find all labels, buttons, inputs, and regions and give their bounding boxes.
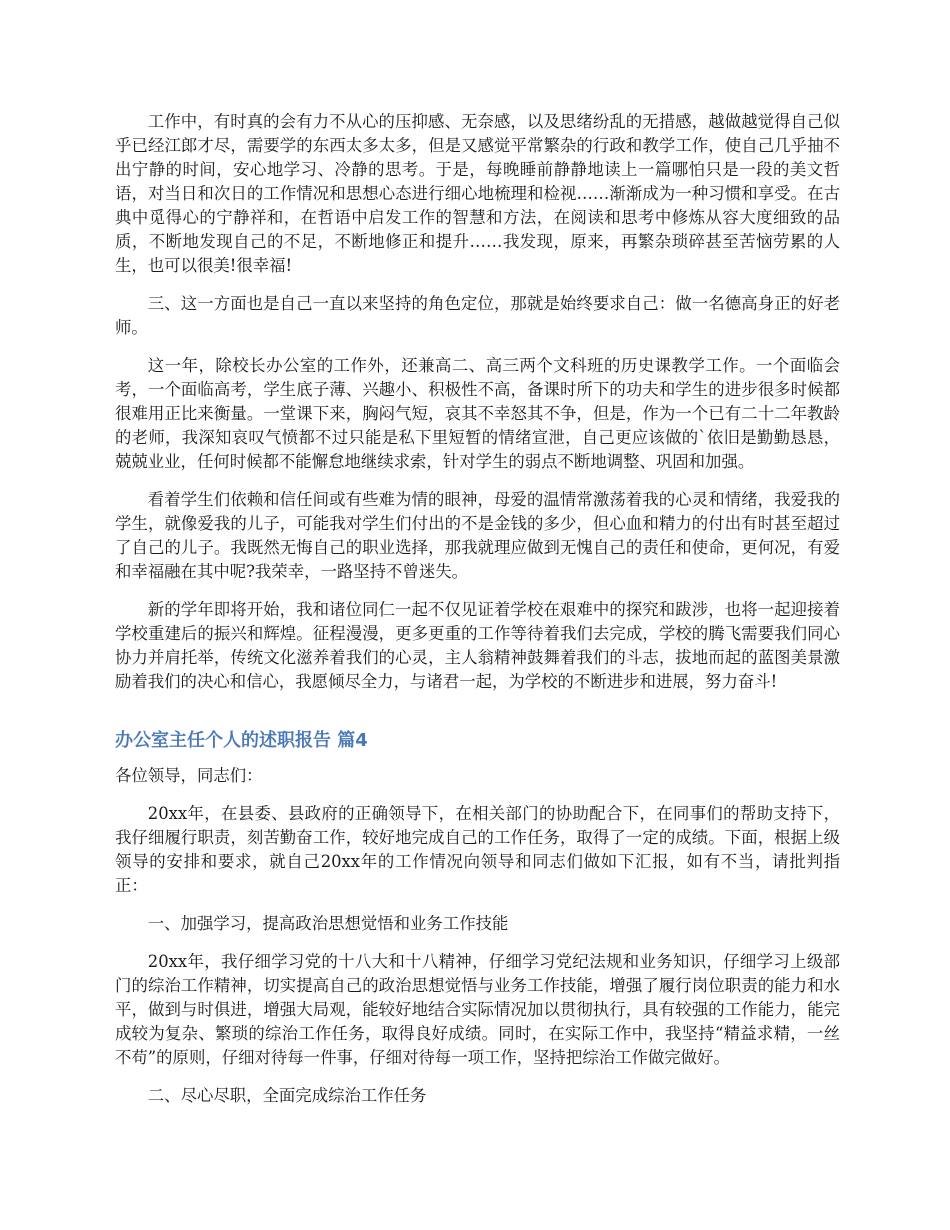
subheading-study: 一、加强学习，提高政治思想觉悟和业务工作技能 xyxy=(147,914,509,933)
paragraph-intro: 20xx年，在县委、县政府的正确领导下，在相关部门的协助配合下，在同事们的帮助支持下，我仔细履行职责，刻苦勤奋工作，较好地完成自己的工作任务，取得了一定的成绩。下面，根据上级领导的安排和要求，就自己20xx年的工作情况向领导和同志们做如下汇报，如有不当，请批判指正： xyxy=(115,804,840,895)
paragraph-new-school-year: 新的学年即将开始，我和诸位同仁一起不仅见证着学校在艰难中的探究和跋涉，也将一起迎接着学校重建后的振兴和辉煌。征程漫漫，更多更重的工作等待着我们去完成，学校的腾飞需要我们同心协力并肩托举，传统文化滋养着我们的心灵，主人翁精神鼓舞着我们的斗志，拔地而起的蓝图美景激励着我们的决心和信心，我愿倾尽全力，与诸君一起，为学校的不断进步和进展，努力奋斗! xyxy=(115,600,840,691)
paragraph-role-positioning: 三、这一方面也是自己一直以来坚持的角色定位，那就是始终要求自己：做一名德高身正的好老师。 xyxy=(115,294,840,337)
paragraph-study: 20xx年，我仔细学习党的十八大和十八精神，仔细学习党纪法规和业务知识，仔细学习上级部门的综治工作精神，切实提高自己的政治思想觉悟与业务工作技能，增强了履行岗位职责的能力和水平，做到与时俱进，增强大局观，能较好地结合实际情况加以贯彻执行，具有较强的工作能力，能完成较为复杂、繁琐的综治工作任务，取得良好成绩。同时，在实际工作中，我坚持“精益求精，一丝不苟”的原则，仔细对待每一件事，仔细对待每一项工作，坚持把综治工作做完做好。 xyxy=(115,952,840,1067)
salutation: 各位领导，同志们： xyxy=(115,766,263,785)
paragraph-teaching-work: 这一年，除校长办公室的工作外，还兼高二、高三两个文科班的历史课教学工作。一个面临会考，一个面临高考，学生底子薄、兴趣小、积极性不高，备课时所下的功夫和学生的进步很多时候都很难用正比来衡量。一堂课下来，胸闷气短，哀其不幸怒其不争，但是，作为一个已有二十二年教龄的老师，我深知哀叹气愤都不过只能是私下里短暂的情绪宣泄，自己更应该做的`依旧是勤勤恳恳，兢兢业业，任何时候都不能懈怠地继续求索，针对学生的弱点不断地调整、巩固和加强。 xyxy=(115,356,840,471)
paragraph-work-reflection: 工作中，有时真的会有力不从心的压抑感、无奈感，以及思绪纷乱的无措感，越做越觉得自己似乎已经江郎才尽，需要学的东西太多太多，但是又感觉平常繁杂的行政和教学工作，使自己几乎抽不出宁静的时间，安心地学习、冷静的思考。于是，每晚睡前静静地读上一篇哪怕只是一段的美文哲语，对当日和次日的工作情况和思想心态进行细心地梳理和检视……渐渐成为一种习惯和享受。在古典中觅得心的宁静祥和，在哲语中启发工作的智慧和方法，在阅读和思考中修炼从容大度细致的品质，不断地发现自己的不足，不断地修正和提升……我发现，原来，再繁杂琐碎甚至苦恼劳累的人生，也可以很美!很幸福! xyxy=(115,112,840,275)
paragraph-students: 看着学生们依赖和信任间或有些难为情的眼神，母爱的温情常激荡着我的心灵和情绪，我爱我的学生，就像爱我的儿子，可能我对学生们付出的不是金钱的多少，但心血和精力的付出有时甚至超过了自己的儿子。我既然无悔自己的职业选择，那我就理应做到无愧自己的责任和使命，更何况，有爱和幸福融在其中呢?我荣幸，一路坚持不曾迷失。 xyxy=(115,490,840,581)
subheading-duty: 二、尽心尽职，全面完成综治工作任务 xyxy=(147,1086,427,1105)
section-title: 办公室主任个人的述职报告 篇4 xyxy=(115,730,368,751)
document-page xyxy=(115,110,840,1122)
